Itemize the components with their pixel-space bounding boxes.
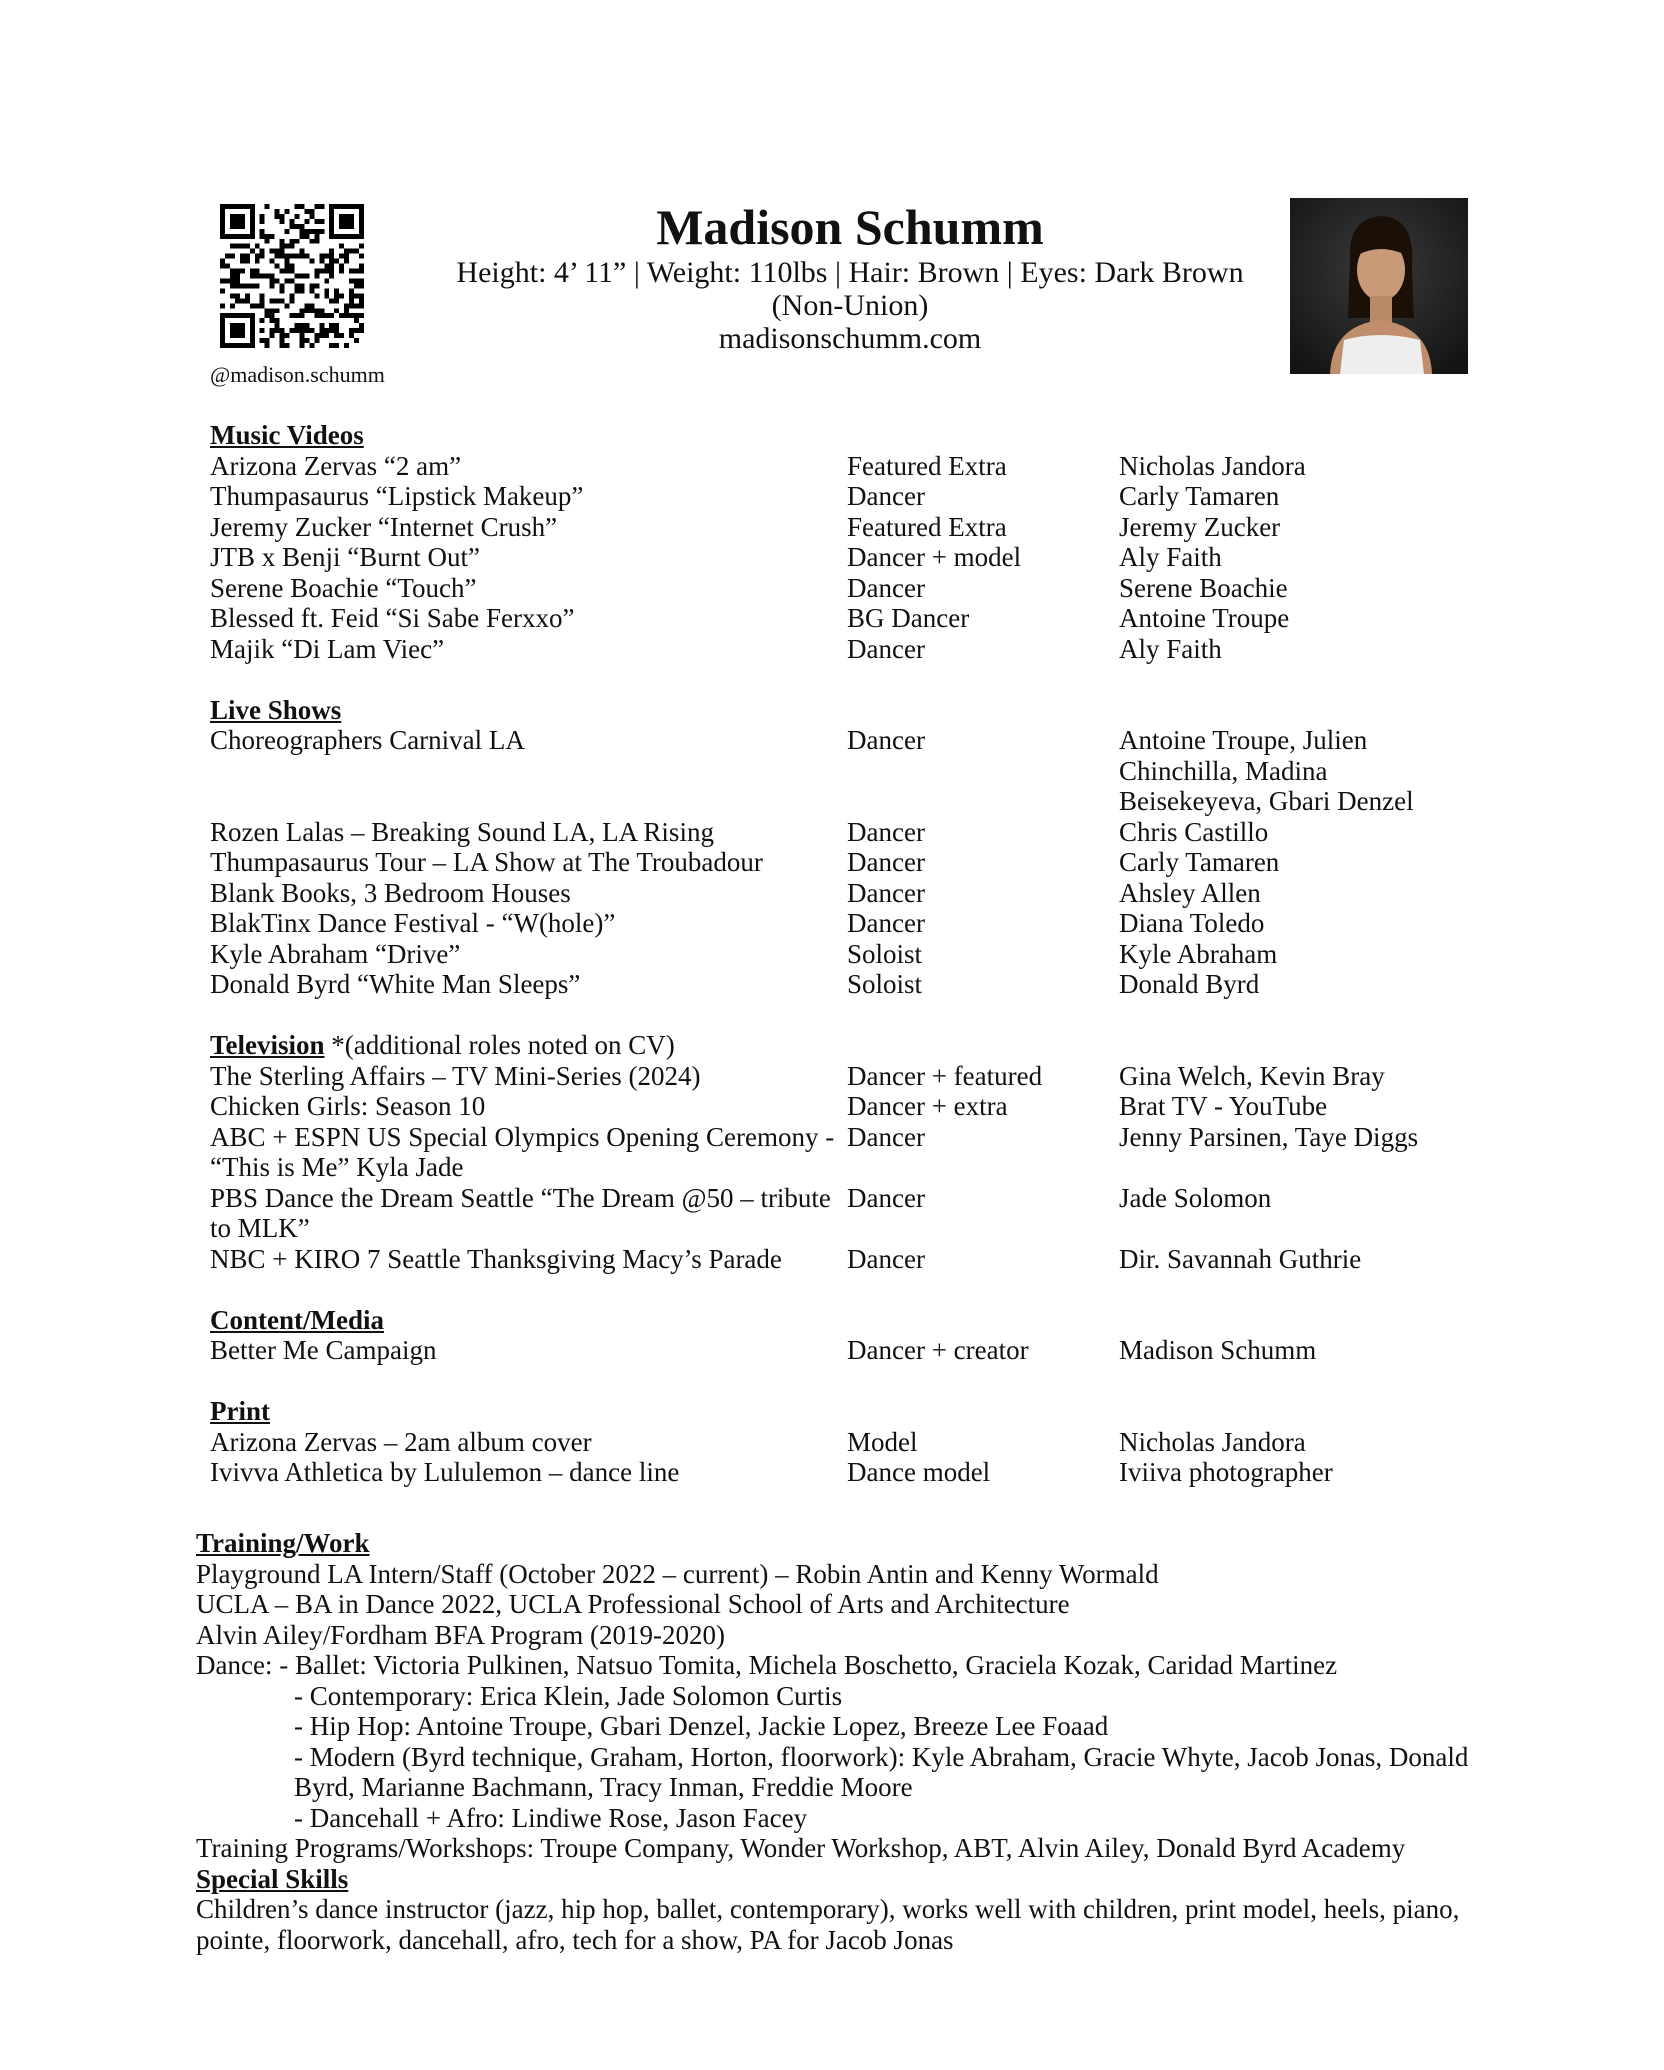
section-heading bbox=[210, 1396, 1500, 1427]
credit-project: Blank Books, 3 Bedroom Houses bbox=[210, 877, 571, 908]
credit-project: Arizona Zervas – 2am album cover bbox=[210, 1426, 592, 1457]
section-heading bbox=[210, 1305, 1500, 1336]
credit-director: Nicholas Jandora bbox=[1119, 1426, 1306, 1457]
credit-role: Dancer bbox=[847, 725, 925, 755]
credit-role: Soloist bbox=[847, 969, 923, 999]
credit-project: Thumpasaurus Tour – LA Show at The Troubadour bbox=[210, 847, 763, 877]
credit-project: Thumpasaurus “Lipstick Makeup” bbox=[210, 481, 584, 511]
section-heading bbox=[210, 695, 1500, 726]
skills-title: Special Skills bbox=[196, 1863, 349, 1894]
credit-project: The Sterling Affairs – TV Mini-Series (2024) bbox=[210, 1060, 701, 1091]
credit-project: Choreographers Carnival LA bbox=[210, 725, 525, 755]
credit-role: Dancer + creator bbox=[847, 1335, 1029, 1365]
union-status: (Non-Union) bbox=[771, 289, 929, 322]
credit-project: Rozen Lalas – Breaking Sound LA, LA Rising bbox=[210, 816, 714, 847]
section-title: Television bbox=[210, 1030, 325, 1060]
credit-director: Carly Tamaren bbox=[1119, 847, 1280, 877]
training-programs: Training Programs/Workshops: Troupe Company, Wonder Workshop, ABT, Alvin Ailey, Donald Byrd Academy bbox=[196, 1833, 1406, 1863]
credit-director: Nicholas Jandora bbox=[1119, 450, 1306, 481]
credit-project: Ivivva Athletica by Lululemon – dance line bbox=[210, 1457, 680, 1487]
credit-role: Dancer + featured bbox=[847, 1060, 1043, 1091]
credit-role: Dancer bbox=[847, 1243, 925, 1274]
credit-row bbox=[210, 1335, 1500, 1366]
section-spacer bbox=[210, 664, 1500, 695]
credit-project: JTB x Benji “Burnt Out” bbox=[210, 542, 480, 572]
credit-row bbox=[210, 939, 1500, 970]
skills-text: Children’s dance instructor (jazz, hip hop, ballet, contemporary), works well with children, print model, heels, piano, pointe, floorwork, dancehall, afro, tech for a show, PA for Jacob Jonas bbox=[196, 1894, 1460, 1955]
credit-role: Dancer + model bbox=[847, 542, 1022, 572]
credit-project: Jeremy Zucker “Internet Crush” bbox=[210, 511, 558, 542]
credit-project: Serene Boachie “Touch” bbox=[210, 572, 477, 603]
credit-director: Diana Toledo bbox=[1119, 908, 1265, 938]
credit-row bbox=[210, 1183, 1500, 1244]
section-title: Music Videos bbox=[210, 420, 364, 450]
credit-row bbox=[210, 1122, 1500, 1183]
headshot-photo bbox=[1290, 198, 1468, 374]
credit-project: BlakTinx Dance Festival - “W(hole)” bbox=[210, 908, 616, 938]
credit-row bbox=[210, 1091, 1500, 1122]
credit-row bbox=[210, 634, 1500, 665]
credit-role: Dancer bbox=[847, 572, 925, 603]
credit-role: Dancer bbox=[847, 633, 925, 664]
credit-row bbox=[210, 1244, 1500, 1275]
credit-role: Dancer bbox=[847, 908, 925, 938]
credit-director: Antoine Troupe, Julien Chinchilla, Madina Beisekeyeva, Gbari Denzel bbox=[1119, 725, 1414, 816]
section-note: *(additional roles noted on CV) bbox=[324, 1030, 675, 1060]
credit-project: Donald Byrd “White Man Sleeps” bbox=[210, 969, 581, 999]
credit-row bbox=[210, 451, 1500, 482]
credit-director: Jade Solomon bbox=[1119, 1182, 1272, 1213]
credit-role: Soloist bbox=[847, 938, 923, 969]
credit-row bbox=[210, 847, 1500, 878]
credit-project: Blessed ft. Feid “Si Sabe Ferxxo” bbox=[210, 603, 575, 633]
credit-project: Better Me Campaign bbox=[210, 1335, 437, 1365]
training-line: Playground LA Intern/Staff (October 2022 – current) – Robin Antin and Kenny Wormald bbox=[196, 1558, 1159, 1589]
credit-row bbox=[210, 481, 1500, 512]
credit-project: Majik “Di Lam Viec” bbox=[210, 633, 445, 664]
credit-director: Donald Byrd bbox=[1119, 969, 1260, 999]
credit-project: Chicken Girls: Season 10 bbox=[210, 1091, 486, 1121]
section-heading bbox=[210, 420, 1500, 451]
credit-director: Antoine Troupe bbox=[1119, 603, 1290, 633]
section-title: Live Shows bbox=[210, 694, 342, 725]
credit-row bbox=[210, 969, 1500, 1000]
credit-role: Featured Extra bbox=[847, 450, 1007, 481]
credit-row bbox=[210, 1457, 1500, 1488]
section-heading bbox=[210, 1030, 1500, 1061]
training-line: Alvin Ailey/Fordham BFA Program (2019-2020) bbox=[196, 1619, 725, 1650]
credit-role: BG Dancer bbox=[847, 603, 970, 633]
training-section bbox=[196, 1528, 1496, 1955]
physical-stats: Height: 4’ 11” | Weight: 110lbs | Hair: Brown | Eyes: Dark Brown bbox=[456, 256, 1244, 289]
credit-project: PBS Dance the Dream Seattle “The Dream @50 – tribute to MLK” bbox=[210, 1182, 831, 1243]
section-title: Content/Media bbox=[210, 1304, 384, 1335]
credit-row bbox=[210, 908, 1500, 939]
credit-director: Dir. Savannah Guthrie bbox=[1119, 1243, 1362, 1274]
qr-code[interactable] bbox=[220, 204, 364, 348]
resume-header bbox=[420, 198, 1280, 355]
credit-director: Madison Schumm bbox=[1119, 1335, 1317, 1365]
credit-role: Dancer bbox=[847, 481, 925, 511]
credit-director: Carly Tamaren bbox=[1119, 481, 1280, 511]
credit-role: Model bbox=[847, 1426, 918, 1457]
credit-row bbox=[210, 878, 1500, 909]
training-line: UCLA – BA in Dance 2022, UCLA Professional School of Arts and Architecture bbox=[196, 1589, 1070, 1619]
credit-role: Featured Extra bbox=[847, 511, 1007, 542]
credit-row bbox=[210, 603, 1500, 634]
credit-project: Kyle Abraham “Drive” bbox=[210, 938, 461, 969]
training-title: Training/Work bbox=[196, 1528, 370, 1558]
credit-row bbox=[210, 1427, 1500, 1458]
credit-project: Arizona Zervas “2 am” bbox=[210, 450, 462, 481]
credit-director: Gina Welch, Kevin Bray bbox=[1119, 1060, 1385, 1091]
training-subline: - Modern (Byrd technique, Graham, Horton, floorwork): Kyle Abraham, Gracie Whyte, Jacob Jonas, Donald Byrd, Marianne Bachmann, Tracy Inman, Freddie Moore bbox=[294, 1741, 1469, 1802]
credit-director: Kyle Abraham bbox=[1119, 938, 1278, 969]
credit-role: Dancer + extra bbox=[847, 1091, 1008, 1121]
credit-row bbox=[210, 725, 1500, 817]
credit-role: Dancer bbox=[847, 1182, 925, 1213]
credit-role: Dancer bbox=[847, 1121, 925, 1152]
section-spacer bbox=[210, 1366, 1500, 1397]
credit-project: NBC + KIRO 7 Seattle Thanksgiving Macy’s Parade bbox=[210, 1243, 782, 1274]
credit-director: Brat TV - YouTube bbox=[1119, 1091, 1328, 1121]
credit-role: Dancer bbox=[847, 877, 925, 908]
training-subline: - Hip Hop: Antoine Troupe, Gbari Denzel, Jackie Lopez, Breeze Lee Foaad bbox=[294, 1711, 1109, 1741]
credit-row bbox=[210, 1061, 1500, 1092]
section-spacer bbox=[210, 1274, 1500, 1305]
credit-role: Dance model bbox=[847, 1457, 991, 1487]
credit-director: Chris Castillo bbox=[1119, 816, 1269, 847]
credit-director: Ahsley Allen bbox=[1119, 877, 1261, 908]
training-line: Dance: - Ballet: Victoria Pulkinen, Natsuo Tomita, Michela Boschetto, Graciela Kozak, Caridad Martinez bbox=[196, 1650, 1338, 1680]
credit-director: Aly Faith bbox=[1119, 542, 1222, 572]
credit-row bbox=[210, 542, 1500, 573]
website-link[interactable]: madisonschumm.com bbox=[718, 322, 982, 355]
credit-director: Jeremy Zucker bbox=[1119, 511, 1281, 542]
credits-list bbox=[210, 420, 1500, 1488]
credit-row bbox=[210, 817, 1500, 848]
training-subline: - Contemporary: Erica Klein, Jade Solomon Curtis bbox=[294, 1680, 843, 1711]
credit-row bbox=[210, 573, 1500, 604]
credit-director: Jenny Parsinen, Taye Diggs bbox=[1119, 1121, 1419, 1152]
credit-row bbox=[210, 512, 1500, 543]
social-handle[interactable]: @madison.schumm bbox=[210, 362, 385, 387]
credit-role: Dancer bbox=[847, 847, 925, 877]
credit-director: Aly Faith bbox=[1119, 633, 1222, 664]
section-title: Print bbox=[210, 1396, 270, 1426]
credit-director: Iviiva photographer bbox=[1119, 1457, 1333, 1487]
credit-project: ABC + ESPN US Special Olympics Opening Ceremony - “This is Me” Kyla Jade bbox=[210, 1121, 835, 1182]
page-title: Madison Schumm bbox=[656, 199, 1044, 255]
credit-director: Serene Boachie bbox=[1119, 572, 1288, 603]
training-subline: - Dancehall + Afro: Lindiwe Rose, Jason Facey bbox=[294, 1802, 808, 1833]
credit-role: Dancer bbox=[847, 816, 925, 847]
section-spacer bbox=[210, 1000, 1500, 1031]
